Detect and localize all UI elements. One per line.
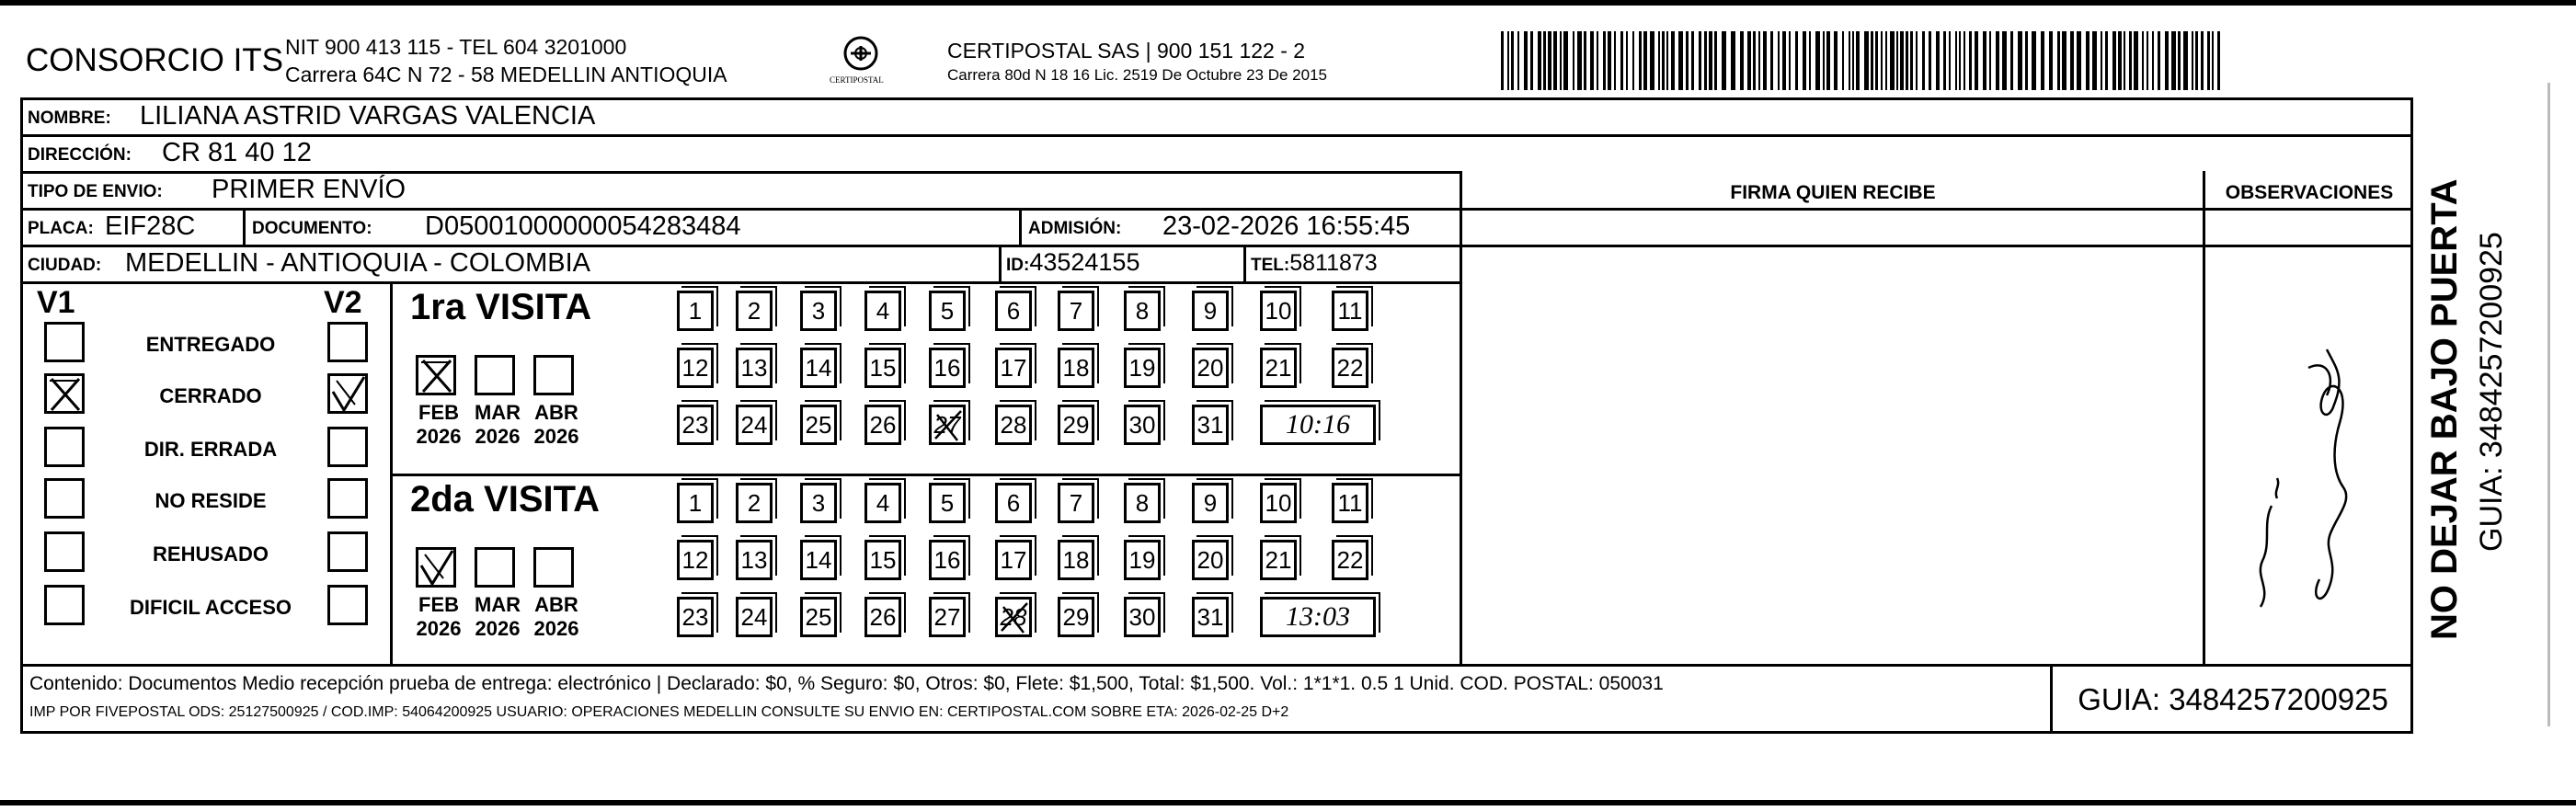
day-box[interactable] [1260,291,1297,331]
handwritten-time: 10:16 [1286,409,1350,440]
col-divider [999,245,1002,282]
day-number: 27 [933,410,961,439]
day-number: 10 [1265,296,1292,325]
observaciones-header: OBSERVACIONES [2225,182,2394,203]
tel-value: 5811873 [1289,250,1378,276]
day-number: 31 [1196,602,1224,631]
row-divider [20,171,1462,174]
day-box[interactable] [1124,540,1161,580]
company-address: Carrera 64C N 72 - 58 MEDELLIN ANTIOQUIA [285,63,727,86]
day-number: 26 [869,602,897,631]
visit-title: 1ra VISITA [410,287,592,327]
day-box[interactable] [864,291,901,331]
day-box[interactable] [995,483,1032,523]
day-number: 3 [811,488,826,517]
col-divider [1460,171,1462,665]
day-box[interactable] [929,597,966,637]
col-divider [2203,171,2205,665]
day-number: 25 [805,602,832,631]
day-box[interactable] [1058,483,1094,523]
day-number: 30 [1128,602,1156,631]
admision-label: ADMISIÓN: [1028,219,1122,238]
day-box[interactable] [1332,540,1368,580]
day-number: 1 [688,296,703,325]
day-box[interactable] [736,291,773,331]
row-divider [20,664,2413,667]
day-number: 10 [1265,488,1292,517]
tipo-envio-value: PRIMER ENVÍO [212,175,406,204]
day-number: 7 [1069,488,1083,517]
month-checkbox[interactable] [533,547,574,588]
day-number: 8 [1135,296,1150,325]
day-box[interactable] [677,483,714,523]
col-divider [390,474,1462,476]
firma-header: FIRMA QUIEN RECIBE [1730,182,1936,203]
day-box[interactable] [864,597,901,637]
day-number: 21 [1265,353,1292,382]
status-option-label: REHUSADO [153,543,269,565]
day-box[interactable] [864,483,901,523]
placa-label: PLACA: [28,219,94,238]
day-number: 4 [876,488,890,517]
day-box[interactable] [929,405,966,445]
admision-value: 23-02-2026 16:55:45 [1162,211,1411,241]
id-field [1006,248,1139,277]
day-box[interactable] [1124,483,1161,523]
month-year: 2026 [475,425,521,448]
day-box[interactable] [1192,540,1229,580]
day-box[interactable] [995,540,1032,580]
day-number: 16 [933,353,961,382]
day-box[interactable] [995,291,1032,331]
day-box[interactable] [1058,291,1094,331]
day-number: 23 [681,602,709,631]
time-box[interactable] [1260,405,1376,445]
v1-checkbox[interactable] [44,427,85,467]
month-checkbox[interactable] [416,355,456,395]
day-box[interactable] [736,405,773,445]
day-box[interactable] [1192,405,1229,445]
nombre-value: LILIANA ASTRID VARGAS VALENCIA [140,101,596,131]
day-number: 17 [1000,545,1027,574]
day-number: 3 [811,296,826,325]
row-divider [20,245,2413,247]
day-number: 13 [740,353,768,382]
day-number: 30 [1128,410,1156,439]
day-box[interactable] [800,348,837,388]
day-box[interactable] [1192,348,1229,388]
month-year: 2026 [416,617,462,640]
day-box[interactable] [929,540,966,580]
day-number: 28 [1000,602,1027,631]
month-year: 2026 [533,617,579,640]
month-year: 2026 [416,425,462,448]
edge-mark [2547,83,2550,726]
time-box[interactable] [1260,597,1376,637]
day-number: 1 [688,488,703,517]
col-divider [1019,208,1022,246]
day-number: 20 [1196,545,1224,574]
day-number: 20 [1196,353,1224,382]
tipo-envio-label: TIPO DE ENVIO: [28,182,163,201]
status-option-label: DIFICIL ACCESO [129,596,292,619]
day-box[interactable] [800,291,837,331]
day-box[interactable] [929,291,966,331]
documento-label: DOCUMENTO: [252,219,372,238]
day-box[interactable] [677,291,714,331]
day-number: 14 [805,353,832,382]
ciudad-label: CIUDAD: [28,256,102,275]
day-number: 15 [869,353,897,382]
day-number: 11 [1337,296,1363,325]
day-box[interactable] [736,540,773,580]
v1-checkbox[interactable] [44,322,85,362]
day-number: 14 [805,545,832,574]
col-divider [1243,245,1246,282]
day-number: 15 [869,545,897,574]
contenido-text: Contenido: Documentos Medio recepción prueba de entrega: electrónico | Declarado: $0, % Seguro: $0, Otros: $0, Flete: $1,500, Total: $1,500. Vol.: 1*1*1. 0.5 1 Unid. COD. POSTAL: 050031 [29,673,1664,694]
day-number: 21 [1265,545,1292,574]
day-box[interactable] [864,348,901,388]
id-label: ID: [1006,256,1030,275]
month-checkbox[interactable] [533,355,574,395]
day-number: 5 [940,296,955,325]
status-option-label: NO RESIDE [155,489,267,512]
day-box[interactable] [1192,597,1229,637]
day-box[interactable] [1058,540,1094,580]
day-number: 24 [740,602,768,631]
day-box[interactable] [800,597,837,637]
day-number: 6 [1006,296,1021,325]
day-box[interactable] [736,597,773,637]
day-number: 19 [1128,353,1156,382]
day-box[interactable] [995,348,1032,388]
certipostal-logo: CERTIPOSTAL [833,35,888,94]
day-number: 2 [747,296,761,325]
day-number: 25 [805,410,832,439]
status-option-label: ENTREGADO [145,333,276,356]
v2-header: V2 [324,285,362,320]
recipient-signature [2216,313,2400,662]
month-label: FEB [418,401,459,424]
tel-field [1251,250,1378,277]
documento-value: D05001000000054283484 [425,211,741,241]
day-box[interactable] [1124,291,1161,331]
v2-checkbox[interactable] [327,322,368,362]
day-box[interactable] [677,597,714,637]
day-box[interactable] [995,405,1032,445]
company-nit: NIT 900 413 115 - TEL 604 3201000 [285,35,627,59]
day-number: 5 [940,488,955,517]
status-option-label: DIR. ERRADA [143,438,278,461]
day-number: 18 [1062,353,1090,382]
id-value: 43524155 [1029,248,1140,276]
day-number: 17 [1000,353,1027,382]
guia-box: GUIA: 3484257200925 [2078,682,2388,716]
month-checkbox[interactable] [475,355,515,395]
month-label: ABR [534,593,578,616]
courier-address: Carrera 80d N 18 16 Lic. 2519 De Octubre 23 De 2015 [947,66,1327,84]
direccion-label: DIRECCIÓN: [28,145,132,165]
courier-name: CERTIPOSTAL SAS | 900 151 122 - 2 [947,39,1306,63]
day-number: 31 [1196,410,1224,439]
day-box[interactable] [1124,405,1161,445]
ciudad-value: MEDELLIN - ANTIOQUIA - COLOMBIA [125,248,590,278]
day-box[interactable] [1192,291,1229,331]
day-box[interactable] [1124,348,1161,388]
day-box[interactable] [1260,348,1297,388]
day-number: 28 [1000,410,1027,439]
day-number: 8 [1135,488,1150,517]
day-number: 16 [933,545,961,574]
day-number: 24 [740,410,768,439]
day-number: 22 [1336,353,1364,382]
nombre-label: NOMBRE: [28,109,111,128]
day-box[interactable] [995,597,1032,637]
day-box[interactable] [800,483,837,523]
v1-header: V1 [37,285,75,320]
day-number: 12 [681,545,709,574]
month-year: 2026 [475,617,521,640]
day-number: 2 [747,488,761,517]
v1-checkbox[interactable] [44,478,85,519]
day-number: 26 [869,410,897,439]
day-box[interactable] [1332,291,1368,331]
handwritten-time: 13:03 [1286,601,1350,632]
day-number: 13 [740,545,768,574]
v2-checkbox[interactable] [327,478,368,519]
month-checkbox[interactable] [416,547,456,588]
visit-title: 2da VISITA [410,479,600,520]
day-box[interactable] [677,348,714,388]
v2-checkbox[interactable] [327,531,368,572]
day-box[interactable] [736,348,773,388]
placa-value: EIF28C [105,211,196,241]
v1-checkbox[interactable] [44,585,85,625]
day-number: 7 [1069,296,1083,325]
day-box[interactable] [677,540,714,580]
day-box[interactable] [1058,348,1094,388]
day-box[interactable] [1332,348,1368,388]
day-number: 18 [1062,545,1090,574]
month-year: 2026 [533,425,579,448]
direccion-value: CR 81 40 12 [162,138,312,167]
month-label: FEB [418,593,459,616]
day-number: 4 [876,296,890,325]
day-box[interactable] [1058,405,1094,445]
month-label: MAR [474,401,521,424]
day-number: 22 [1336,545,1364,574]
day-box[interactable] [929,348,966,388]
day-box[interactable] [736,483,773,523]
day-box[interactable] [800,405,837,445]
day-box[interactable] [1192,483,1229,523]
col-divider [243,208,246,246]
day-box[interactable] [677,405,714,445]
v1-checkbox[interactable] [44,531,85,572]
day-number: 9 [1203,488,1218,517]
month-label: MAR [474,593,521,616]
day-number: 9 [1203,296,1218,325]
day-number: 12 [681,353,709,382]
day-box[interactable] [1260,540,1297,580]
day-box[interactable] [1332,483,1368,523]
day-number: 19 [1128,545,1156,574]
v1-checkbox[interactable] [44,373,85,414]
company-name: CONSORCIO ITS [26,42,284,78]
top-rule [0,0,2576,6]
imp-text: IMP POR FIVEPOSTAL ODS: 25127500925 / COD.IMP: 54064200925 USUARIO: OPERACIONES MEDELLIN CONSULTE SU ENVIO EN: CERTIPOSTAL.COM SOBRE ETA: 2026-02-25 D+2 [29,704,1289,720]
day-number: 6 [1006,488,1021,517]
day-number: 29 [1062,410,1090,439]
status-option-label: CERRADO [159,384,262,407]
row-divider [20,208,2413,211]
barcode [1501,31,2227,90]
v2-checkbox[interactable] [327,427,368,467]
day-box[interactable] [1260,483,1297,523]
row-divider [20,134,2413,137]
tel-label: TEL: [1251,256,1290,275]
bottom-rule [0,800,2576,805]
day-box[interactable] [864,405,901,445]
no-dejar-bajo-puerta: NO DEJAR BAJO PUERTA [2424,178,2465,640]
side-guia: GUIA: 3484257200925 [2474,232,2509,552]
month-checkbox[interactable] [475,547,515,588]
v2-checkbox[interactable] [327,585,368,625]
day-box[interactable] [864,540,901,580]
day-number: 27 [933,602,961,631]
day-box[interactable] [1058,597,1094,637]
day-number: 23 [681,410,709,439]
day-number: 29 [1062,602,1090,631]
day-number: 11 [1337,488,1363,517]
v2-checkbox[interactable] [327,373,368,414]
month-label: ABR [534,401,578,424]
day-box[interactable] [800,540,837,580]
day-box[interactable] [1124,597,1161,637]
day-box[interactable] [929,483,966,523]
